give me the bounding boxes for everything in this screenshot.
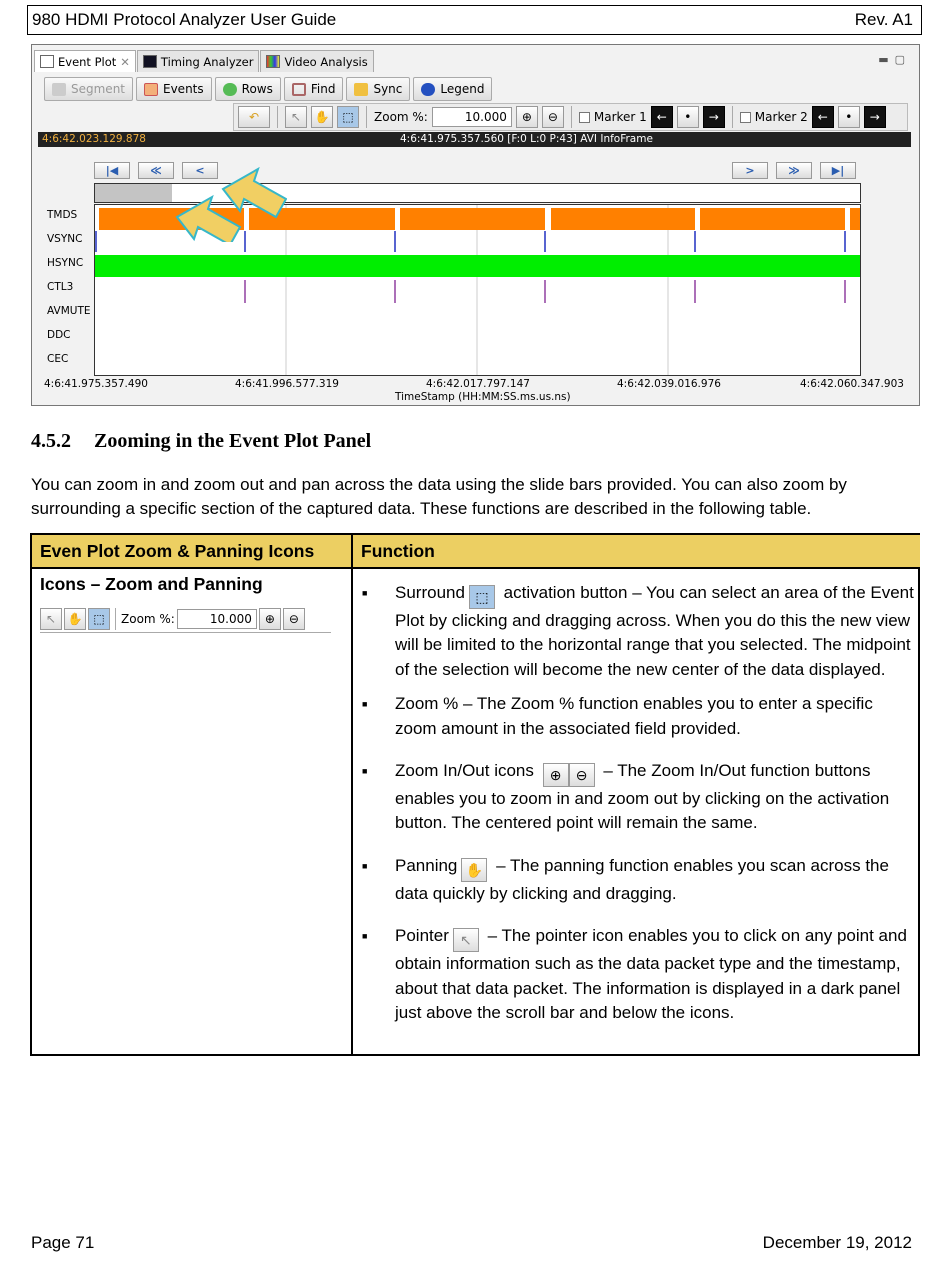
- highlight-arrows: [172, 167, 287, 242]
- last-page-icon[interactable]: ▶|: [820, 162, 856, 179]
- info-panel: [38, 132, 911, 147]
- x-tick-label: 4:6:42.017.797.147: [426, 378, 530, 390]
- signal-label: CEC: [47, 353, 69, 365]
- divider: [115, 608, 116, 630]
- rows-button[interactable]: Rows: [215, 77, 281, 101]
- surround-icon[interactable]: ⬚: [337, 106, 359, 128]
- packet-info: 4:6:41.975.357.560 [F:0 L:0 P:43] AVI InfoFrame: [400, 133, 653, 145]
- scroll-thumb[interactable]: [95, 184, 172, 202]
- first-page-icon[interactable]: |◀: [94, 162, 130, 179]
- signal-label: DDC: [47, 329, 71, 341]
- segment-button[interactable]: Segment: [44, 77, 133, 101]
- legend-button[interactable]: Legend: [413, 77, 492, 101]
- pointer-icon[interactable]: ↖: [285, 106, 307, 128]
- undo-zoom-icon[interactable]: ↶: [238, 106, 270, 128]
- tab-video-analysis[interactable]: Video Analysis: [260, 50, 373, 72]
- zoom-in-icon[interactable]: ⊕: [516, 106, 538, 128]
- x-tick-label: 4:6:42.039.016.976: [617, 378, 721, 390]
- list-item: ■ Zoom In/Out icons ⊕ ⊖ – The Zoom In/Out function buttons enables you to zoom in and zoom out by clicking on the activation button. The centered point will remain the same.: [362, 759, 914, 836]
- sync-icon: [354, 83, 368, 96]
- list-item: ■ Zoom % – The Zoom % function enables you to enter a specific zoom amount in the associated field provided.: [362, 692, 914, 741]
- signal-label: AVMUTE: [47, 305, 91, 317]
- rows-icon: [223, 83, 237, 96]
- pan-hand-icon[interactable]: ✋: [311, 106, 333, 128]
- zoom-percent-field: 10.000: [177, 609, 257, 629]
- footer-date: December 19, 2012: [762, 1233, 912, 1252]
- zoom-out-icon: ⊖: [569, 763, 595, 787]
- mini-zoom-toolbar: [40, 605, 331, 633]
- marker2-prev-icon[interactable]: ←: [812, 106, 834, 128]
- info-icon: [421, 83, 435, 96]
- divider: [366, 106, 367, 128]
- x-tick-label: 4:6:41.996.577.319: [235, 378, 339, 390]
- window-controls[interactable]: ▬▢: [878, 53, 911, 66]
- gridlines: [286, 205, 668, 375]
- find-button[interactable]: Find: [284, 77, 344, 101]
- zoom-toolbar: [233, 103, 908, 131]
- ctl3-trace: [245, 280, 845, 303]
- section-number: 4.5.2: [31, 430, 71, 452]
- page-back-icon[interactable]: ≪: [138, 162, 174, 179]
- zoom-percent-input[interactable]: 10.000: [432, 107, 512, 127]
- marker1-next-icon[interactable]: →: [703, 106, 725, 128]
- marker2-dot-icon[interactable]: •: [838, 106, 860, 128]
- signal-label: TMDS: [47, 209, 78, 221]
- surround-icon: ⬚: [88, 608, 110, 630]
- close-icon[interactable]: ✕: [120, 54, 130, 69]
- function-list: [362, 581, 914, 1025]
- intro-paragraph: You can zoom in and zoom out and pan across the data using the slide bars provided. You can also zoom by surrounding a specific section of the captured data. These functions are described in the following table.: [31, 475, 847, 518]
- x-axis-title: TimeStamp (HH:MM:SS.ms.us.ns): [395, 391, 571, 403]
- page-forward-icon[interactable]: ≫: [776, 162, 812, 179]
- zoom-out-icon: ⊖: [283, 608, 305, 630]
- signal-label: VSYNC: [47, 233, 83, 245]
- tab-bar: [34, 50, 375, 72]
- tab-timing-analyzer[interactable]: Timing Analyzer: [137, 50, 260, 72]
- pan-hand-icon: ✋: [64, 608, 86, 630]
- signal-label: CTL3: [47, 281, 74, 293]
- marker1-dot-icon[interactable]: •: [677, 106, 699, 128]
- page-number: Page 71: [31, 1233, 95, 1252]
- icons-cell-title: Icons – Zoom and Panning: [40, 574, 263, 594]
- signal-label: HSYNC: [47, 257, 84, 269]
- marker2-checkbox[interactable]: [740, 112, 751, 123]
- table-header-icons: Even Plot Zoom & Panning Icons: [32, 535, 353, 569]
- surround-icon: ⬚: [469, 585, 495, 609]
- zoom-label: Zoom %:: [374, 110, 428, 124]
- sync-button[interactable]: Sync: [346, 77, 410, 101]
- marker1-prev-icon[interactable]: ←: [651, 106, 673, 128]
- timing-analyzer-icon: [143, 55, 157, 68]
- divider: [571, 106, 572, 128]
- main-toolbar: [44, 77, 492, 101]
- section-title: Zooming in the Event Plot Panel: [94, 430, 372, 452]
- folder-icon: [52, 83, 66, 96]
- pointer-icon: ↖: [453, 928, 479, 952]
- list-item: ■ Panning ✋ – The panning function enables you scan across the data quickly by clicking and dragging.: [362, 854, 914, 906]
- event-plot-icon: [40, 55, 54, 68]
- event-plot-screenshot: [31, 44, 920, 406]
- step-back-icon[interactable]: <: [182, 162, 218, 179]
- marker2-next-icon[interactable]: →: [864, 106, 886, 128]
- zoom-label: Zoom %:: [121, 611, 175, 626]
- events-button[interactable]: Events: [136, 77, 212, 101]
- zoom-out-icon[interactable]: ⊖: [542, 106, 564, 128]
- tab-event-plot[interactable]: Event Plot ✕: [34, 50, 136, 72]
- doc-revision: Rev. A1: [854, 10, 913, 29]
- pan-hand-icon: ✋: [461, 858, 487, 882]
- x-tick-label: 4:6:41.975.357.490: [44, 378, 148, 390]
- marker1-label: Marker 1: [593, 110, 647, 124]
- table-header-function: Function: [353, 535, 920, 569]
- events-icon: [144, 83, 158, 96]
- hsync-trace: [95, 255, 860, 277]
- divider: [732, 106, 733, 128]
- zoom-in-icon: ⊕: [259, 608, 281, 630]
- doc-title: 980 HDMI Protocol Analyzer User Guide: [32, 10, 337, 29]
- list-item: ■ Surround ⬚ activation button – You can select an area of the Event Plot by clicking and dragging across. When you do this the new view will be limited to the horizontal range that you selected. The midpoint of the selection will become the new center of the data displayed.: [362, 581, 914, 682]
- divider: [277, 106, 278, 128]
- icons-cell: [32, 569, 353, 1054]
- cursor-timestamp: 4:6:42.023.129.878: [42, 133, 146, 145]
- zoom-in-icon: ⊕: [543, 763, 569, 787]
- list-item: ■ Pointer ↖ – The pointer icon enables you to click on any point and obtain information such as the data packet type and the timestamp, about that data packet. The information is displayed in a dark panel just above the scroll bar and below the icons.: [362, 924, 914, 1025]
- find-icon: [292, 83, 306, 96]
- page-header: [27, 5, 922, 35]
- video-analysis-icon: [266, 55, 280, 68]
- step-forward-icon[interactable]: >: [732, 162, 768, 179]
- marker1-checkbox[interactable]: [579, 112, 590, 123]
- marker2-label: Marker 2: [754, 110, 808, 124]
- x-tick-label: 4:6:42.060.347.903: [800, 378, 904, 390]
- zoom-icons-table: [30, 533, 920, 1056]
- pointer-icon: ↖: [40, 608, 62, 630]
